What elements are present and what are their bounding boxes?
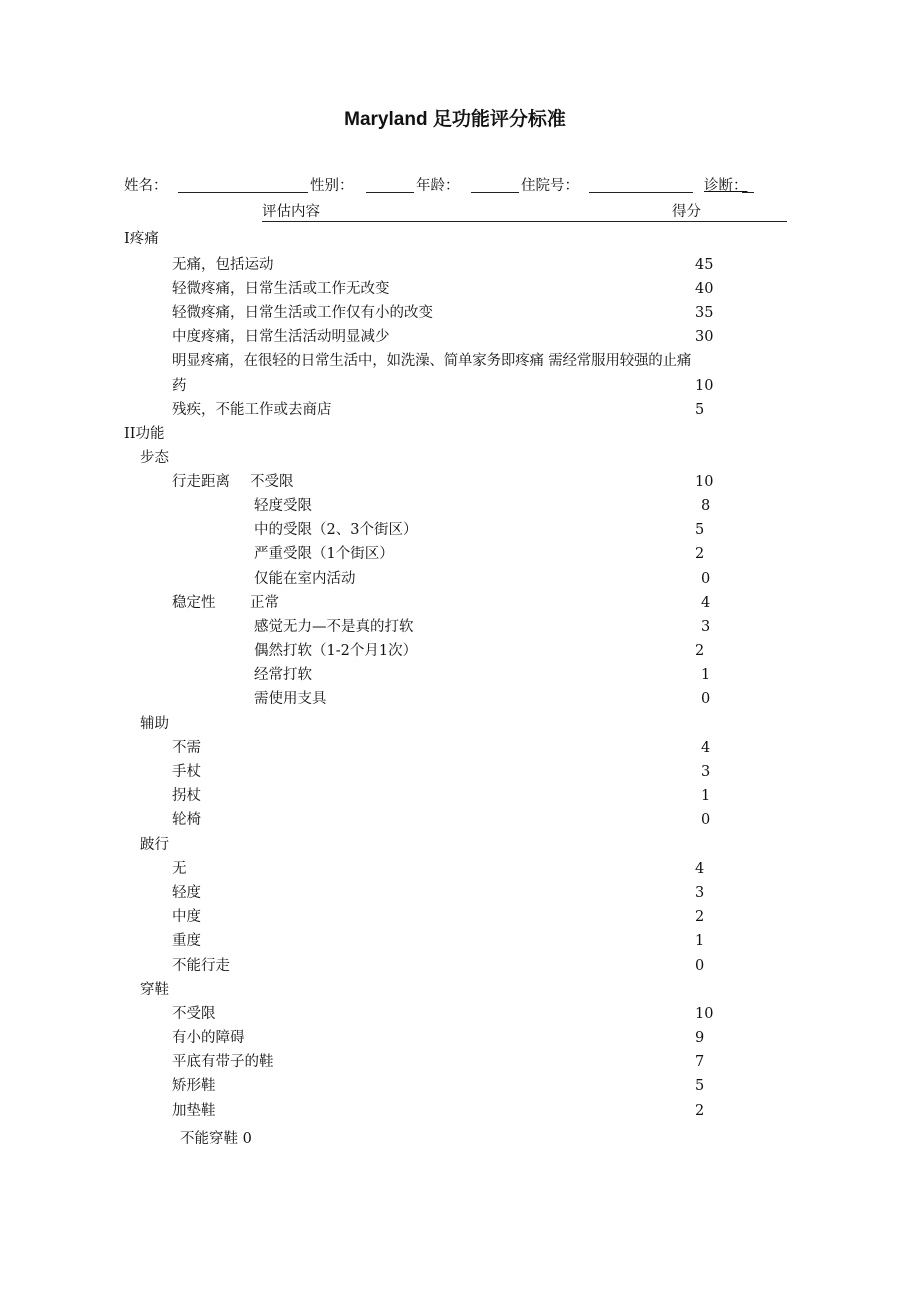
walking-item-label: 仅能在室内活动: [254, 571, 356, 587]
walking-item-label: 中的受限（2、3个街区）: [254, 522, 418, 538]
aids-item-label: 轮椅: [172, 812, 201, 828]
subsection-heading-gait: 步态: [140, 450, 169, 466]
pain-item-label: 明显疼痛，在很轻的日常生活中，如洗澡、简单家务即疼痛 需经常服用较强的止痛: [172, 353, 692, 369]
walking-item-score: 5: [695, 522, 705, 538]
pain-item-score: 30: [695, 329, 714, 345]
limp-item-score: 1: [695, 933, 705, 949]
sex-field[interactable]: [366, 192, 414, 193]
pain-item-score: 45: [695, 257, 714, 273]
pain-item-label-continued: 药: [172, 378, 187, 394]
subsection-heading-limp: 跛行: [140, 837, 169, 853]
pain-item-label: 轻微疼痛，日常生活或工作仅有小的改变: [172, 305, 433, 321]
pain-item-label: 残疾，不能工作或去商店: [172, 402, 332, 418]
diagnosis-label: 诊断：: [704, 178, 748, 194]
header-underline: [262, 221, 787, 222]
aids-item-label: 不需: [172, 740, 201, 756]
limp-item-label: 不能行走: [172, 958, 230, 974]
pain-item-label: 中度疼痛，日常生活活动明显减少: [172, 329, 390, 345]
stability-item-label: 偶然打软（1-2个月1次）: [254, 643, 418, 659]
aids-item-label: 手杖: [172, 764, 201, 780]
shoes-item-score: 10: [695, 1006, 714, 1022]
stability-item-label: 感觉无力—不是真的打软: [254, 619, 414, 635]
shoes-item-score: 5: [695, 1078, 705, 1094]
admission-label: 住院号：: [521, 178, 579, 194]
walking-item-score: 10: [695, 474, 714, 490]
walking-distance-label: 行走距离: [172, 474, 230, 490]
subsection-heading-aids: 辅助: [140, 716, 169, 732]
aids-item-score: 4: [701, 740, 711, 756]
header-content: 评估内容: [262, 204, 320, 220]
stability-item-score: 2: [695, 643, 705, 659]
section-heading-function: II功能: [124, 426, 165, 442]
shoes-item-label: 矫形鞋: [172, 1078, 216, 1094]
subsection-heading-shoes: 穿鞋: [140, 982, 169, 998]
pain-item-score: 40: [695, 281, 714, 297]
aids-item-score: 0: [701, 812, 711, 828]
name-field[interactable]: [178, 192, 308, 193]
stability-item-label: 需使用支具: [254, 691, 327, 707]
walking-item-label: 轻度受限: [254, 498, 312, 514]
walking-item-score: 8: [701, 498, 711, 514]
header-score: 得分: [672, 204, 701, 220]
sex-label: 性别：: [310, 178, 354, 194]
shoes-item-score: 7: [695, 1054, 705, 1070]
shoes-item-label: 加垫鞋: [172, 1103, 216, 1119]
shoes-item-score: 2: [695, 1103, 705, 1119]
limp-item-score: 4: [695, 861, 705, 877]
stability-item-score: 4: [701, 595, 711, 611]
walking-item-score: 0: [701, 571, 711, 587]
stability-item-score: 1: [701, 667, 711, 683]
name-label: 姓名：: [124, 178, 168, 194]
limp-item-label: 无: [172, 861, 187, 877]
age-label: 年龄：: [416, 178, 460, 194]
admission-field[interactable]: [589, 192, 693, 193]
stability-item-score: 3: [701, 619, 711, 635]
stability-item-label: 经常打软: [254, 667, 312, 683]
section-heading-pain: I疼痛: [124, 231, 159, 247]
aids-item-score: 3: [701, 764, 711, 780]
age-field[interactable]: [471, 192, 519, 193]
diagnosis-field[interactable]: [742, 192, 754, 193]
shoes-item-score: 9: [695, 1030, 705, 1046]
limp-item-label: 中度: [172, 909, 201, 925]
stability-item-score: 0: [701, 691, 711, 707]
stability-label: 稳定性: [172, 595, 216, 611]
pain-item-label: 轻微疼痛，日常生活或工作无改变: [172, 281, 390, 297]
pain-item-score: 35: [695, 305, 714, 321]
page-title: Maryland 足功能评分标准: [344, 109, 566, 130]
aids-item-score: 1: [701, 788, 711, 804]
pain-item-score: 10: [695, 378, 714, 394]
aids-item-label: 拐杖: [172, 788, 201, 804]
shoes-item-label: 有小的障碍: [172, 1030, 245, 1046]
pain-item-score: 5: [695, 402, 705, 418]
walking-item-label: 不受限: [250, 474, 294, 490]
limp-item-score: 2: [695, 909, 705, 925]
shoes-last-item: 不能穿鞋 0: [180, 1131, 252, 1147]
pain-item-label: 无痛，包括运动: [172, 257, 274, 273]
limp-item-score: 0: [695, 958, 705, 974]
limp-item-label: 轻度: [172, 885, 201, 901]
shoes-item-label: 平底有带子的鞋: [172, 1054, 274, 1070]
walking-item-score: 2: [695, 546, 705, 562]
stability-item-label: 正常: [250, 595, 279, 611]
shoes-item-label: 不受限: [172, 1006, 216, 1022]
limp-item-label: 重度: [172, 933, 201, 949]
walking-item-label: 严重受限（1个街区）: [254, 546, 394, 562]
limp-item-score: 3: [695, 885, 705, 901]
